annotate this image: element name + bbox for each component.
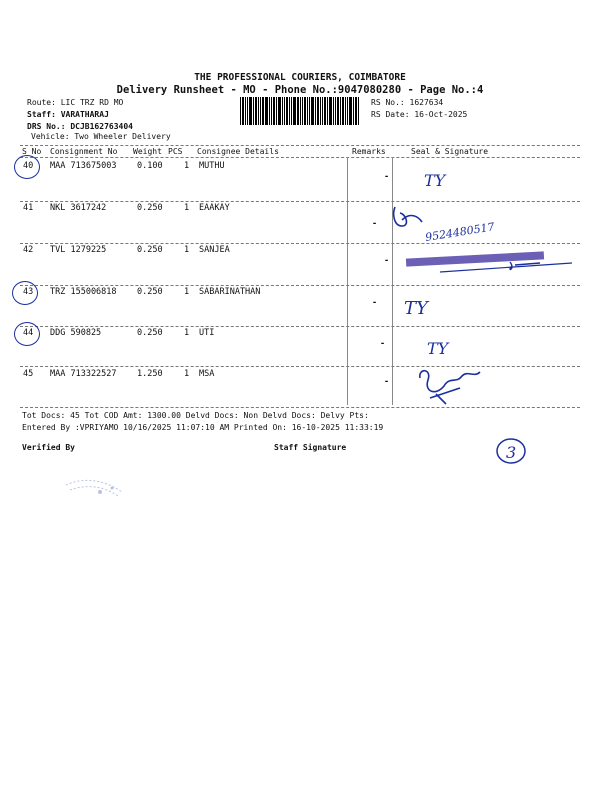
staff-signature-label: Staff Signature	[274, 443, 347, 452]
row-consignee: SANJEA	[199, 245, 230, 255]
page-number-handwritten: 3	[506, 443, 517, 462]
row-consignee: MUTHU	[199, 161, 225, 171]
row-weight: 0.250	[137, 245, 163, 255]
row-consignment: NKL 3617242	[50, 203, 107, 213]
row-sno: 40	[23, 161, 34, 171]
row-pcs: 1	[184, 245, 190, 255]
row-remark-dash: -	[384, 377, 390, 387]
row-sno: 42	[23, 245, 34, 255]
faint-stamp	[66, 480, 122, 496]
col-weight: Weight	[133, 147, 162, 156]
staff-label: Staff: VARATHARAJ	[27, 110, 109, 119]
row-consignment: TRZ 155006818	[50, 287, 117, 297]
col-pcs: PCS	[168, 147, 183, 156]
row-remark-dash: -	[384, 172, 390, 182]
col-consignee: Consignee Details	[197, 147, 279, 156]
row-remark-dash: -	[380, 339, 386, 349]
verified-by-label: Verified By	[22, 443, 75, 452]
row-sno: 41	[23, 203, 34, 213]
signature-ty-40: TY	[424, 171, 446, 190]
row-weight: 0.250	[137, 287, 163, 297]
vehicle-label: Vehicle: Two Wheeler Delivery	[31, 132, 171, 141]
rs-date: RS Date: 16-Oct-2025	[371, 110, 468, 119]
row-remark-dash: -	[372, 219, 378, 229]
signature-41	[394, 207, 496, 244]
entered-by-line: Entered By :VPRIYAMO 10/16/2025 11:07:10 AM Printed On: 16-10-2025 11:33:19	[22, 423, 384, 432]
company-seal-42	[406, 251, 572, 272]
row-weight: 0.250	[137, 203, 163, 213]
page-number-circle	[497, 439, 525, 463]
col-consignment: Consignment No	[50, 147, 118, 156]
row-consignment: DDG 590825	[50, 328, 102, 338]
signature-ty-43: TY	[404, 298, 428, 319]
runsheet-subtitle: Delivery Runsheet - MO - Phone No.:9047080280 - Page No.:4	[116, 84, 484, 96]
row-weight: 0.100	[137, 161, 163, 171]
row-consignee: EAAKAY	[199, 203, 230, 213]
totals-line: Tot Docs: 45 Tot COD Amt: 1300.00 Delvd Docs: Non Delvd Docs: Delvy Pts:	[22, 411, 369, 420]
row-consignment: TVL 1279225	[50, 245, 107, 255]
drs-number: DRS No.: DCJB162763404	[27, 122, 133, 131]
row-pcs: 1	[184, 287, 190, 297]
row-pcs: 1	[184, 161, 190, 171]
company-title: THE PROFESSIONAL COURIERS, COIMBATORE	[194, 72, 406, 83]
row-sno: 43	[23, 287, 34, 297]
row-remark-dash: -	[384, 256, 390, 266]
row-consignment: MAA 713675003	[50, 161, 117, 171]
rs-number: RS No.: 1627634	[371, 98, 444, 107]
col-sno: S No	[22, 147, 42, 156]
row-pcs: 1	[184, 328, 190, 338]
row-consignee: SABARINATHAN	[199, 287, 261, 297]
signature-phone-41: 9524480517	[424, 220, 496, 245]
signature-45	[420, 371, 480, 404]
row-sno: 45	[23, 369, 34, 379]
row-remark-dash: -	[372, 298, 378, 308]
row-weight: 1.250	[137, 369, 163, 379]
signature-ty-44: TY	[427, 339, 449, 358]
row-weight: 0.250	[137, 328, 163, 338]
col-remarks: Remarks	[352, 147, 386, 156]
row-pcs: 1	[184, 369, 190, 379]
row-consignee: MSA	[199, 369, 215, 379]
row-consignee: UTI	[199, 328, 215, 338]
route-label: Route: LIC TRZ RD MO	[27, 98, 124, 107]
col-seal-signature: Seal & Signature	[411, 147, 489, 156]
row-pcs: 1	[184, 203, 190, 213]
row-consignment: MAA 713322527	[50, 369, 117, 379]
row-sno: 44	[23, 328, 34, 338]
